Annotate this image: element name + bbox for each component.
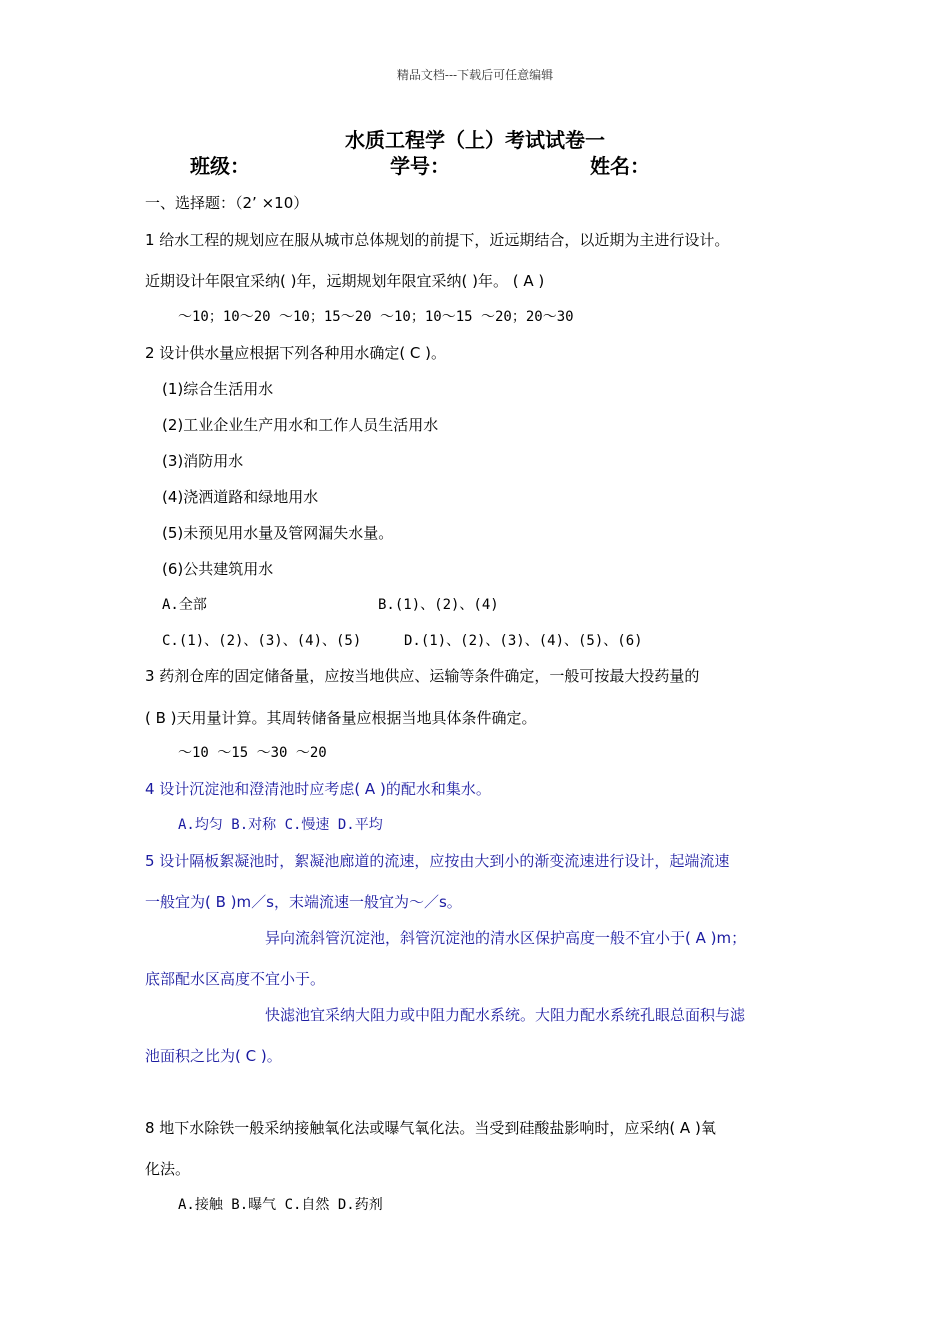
question-2-stem: 2 设计供水量应根据下列各种用水确定( C )。 — [145, 344, 447, 362]
document-header: 精品文档---下载后可任意编辑 — [396, 68, 554, 82]
question-2-option-c: C.(1)、(2)、(3)、(4)、(5) — [162, 633, 362, 649]
question-3-options: ～10 ～15 ～30 ～20 — [178, 745, 327, 761]
question-2-item: (1)综合生活用水 — [162, 380, 274, 398]
page-title: 水质工程学（上）考试试卷一 — [345, 128, 605, 152]
question-2-item: (4)浇洒道路和绿地用水 — [162, 488, 319, 506]
class-field-label: 班级： — [190, 154, 250, 178]
student-id-field-label: 学号： — [390, 154, 450, 178]
question-2-option-d: D.(1)、(2)、(3)、(4)、(5)、(6) — [404, 633, 643, 649]
question-7-line-1: 快滤池宜采纳大阻力或中阻力配水系统。大阻力配水系统孔眼总面积与滤 — [265, 1006, 746, 1024]
question-8-line-1: 8 地下水除铁一般采纳接触氧化法或曝气氧化法。当受到硅酸盐影响时，应采纳( A )氧 — [145, 1119, 716, 1137]
question-6-line-2: 底部配水区高度不宜小于。 — [145, 970, 326, 988]
question-1-line-2: 近期设计年限宜采纳( )年，远期规划年限宜采纳( )年。 ( A ) — [145, 272, 545, 290]
name-field-label: 姓名： — [590, 154, 650, 178]
question-2-item: (5)未预见用水量及管网漏失水量。 — [162, 524, 394, 542]
question-2-item: (2)工业企业生产用水和工作人员生活用水 — [162, 416, 439, 434]
question-2-item: (6)公共建筑用水 — [162, 560, 274, 578]
question-4-stem: 4 设计沉淀池和澄清池时应考虑( A )的配水和集水。 — [145, 780, 491, 798]
question-8-options: A.接触 B.曝气 C.自然 D.药剂 — [178, 1197, 383, 1213]
question-1-line-1: 1 给水工程的规划应在服从城市总体规划的前提下，近远期结合，以近期为主进行设计。 — [145, 231, 730, 249]
question-7-line-2: 池面积之比为( C )。 — [145, 1047, 282, 1065]
question-8-line-2: 化法。 — [145, 1160, 191, 1178]
question-2-item: (3)消防用水 — [162, 452, 244, 470]
question-3-line-2: ( B )天用量计算。其周转储备量应根据当地具体条件确定。 — [145, 709, 537, 727]
question-6-line-1: 异向流斜管沉淀池，斜管沉淀池的清水区保护高度一般不宜小于( A )m； — [265, 929, 747, 947]
question-3-line-1: 3 药剂仓库的固定储备量，应按当地供应、运输等条件确定，一般可按最大投药量的 — [145, 667, 700, 685]
question-5-line-1: 5 设计隔板絮凝池时，絮凝池廊道的流速，应按由大到小的渐变流速进行设计，起端流速 — [145, 852, 730, 870]
question-2-option-b: B.(1)、(2)、(4) — [378, 597, 499, 613]
question-1-options: ～10；10～20 ～10；15～20 ～10；10～15 ～20；20～30 — [178, 309, 574, 325]
section-heading: 一、选择题：（2’ ×10） — [145, 194, 309, 212]
question-5-line-2: 一般宜为( B )m／s，末端流速一般宜为～／s。 — [145, 893, 462, 911]
question-4-options: A.均匀 B.对称 C.慢速 D.平均 — [178, 817, 383, 833]
question-2-option-a: A.全部 — [162, 597, 207, 613]
